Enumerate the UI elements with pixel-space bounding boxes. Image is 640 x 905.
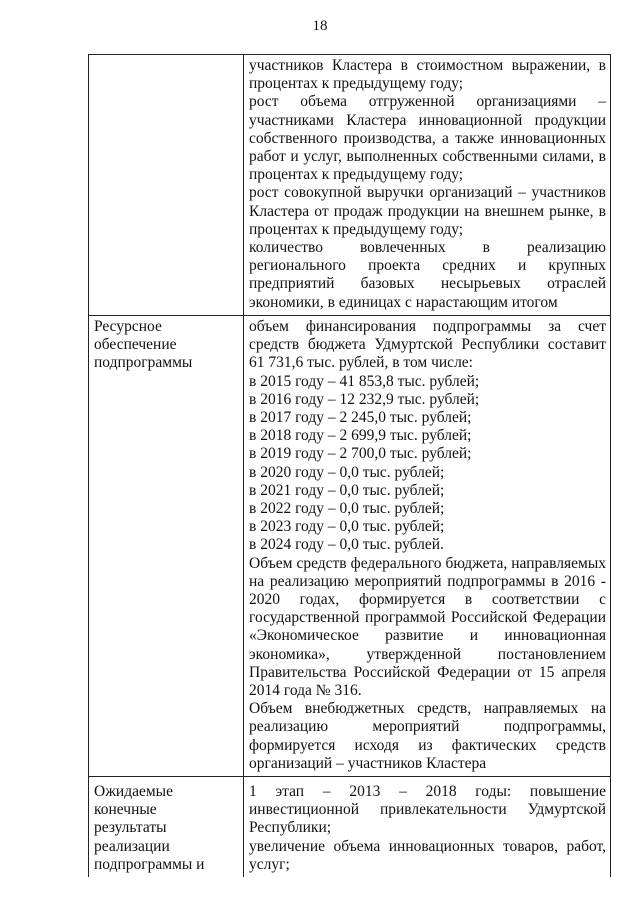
content-paragraph: Объем внебюджетных средств, направляемых на реализацию мероприятий подпрограммы, формируется исходя из фактических средств организаций – участников Кластера xyxy=(249,700,606,772)
row-label-line: обеспечение xyxy=(94,336,177,354)
content-paragraph: участников Кластера в стоимостном выражении, в процентах к предыдущему году; xyxy=(249,57,606,93)
table-row xyxy=(89,777,611,878)
content-paragraph: Объем средств федерального бюджета, направляемых на реализацию мероприятий подпрограммы в 2016 - 2020 годах, формируется в соответствии с государственной программой Российской Федерации «Экономическое развитие и инновационная экономика», утвержденной постановлением Правительства Российской Федерации от 15 апреля 2014 года № 316. xyxy=(249,554,606,700)
table-row xyxy=(89,316,611,777)
content-paragraph: рост объема отгруженной организациями – участниками Кластера инновационной продукции собственного производства, а также инновационных работ и услуг, выполненных собственными силами, в процентах к предыдущему году; xyxy=(249,93,606,184)
row-label-line: результаты xyxy=(94,819,167,837)
funding-year-line: в 2019 году – 2 700,0 тыс. рублей; xyxy=(249,445,472,463)
funding-year-line: в 2021 году – 0,0 тыс. рублей; xyxy=(249,481,445,499)
funding-year-line: в 2015 году – 41 853,8 тыс. рублей; xyxy=(249,372,480,390)
funding-year-line: в 2023 году – 0,0 тыс. рублей; xyxy=(249,518,445,536)
funding-year-line: в 2018 году – 2 699,9 тыс. рублей; xyxy=(249,427,472,445)
row-content-cell xyxy=(244,316,611,777)
funding-year-line: в 2024 году – 0,0 тыс. рублей. xyxy=(249,536,444,554)
content-paragraph: рост совокупной выручки организаций – участников Кластера от продаж продукции на внешнем рынке, в процентах к предыдущему году; xyxy=(249,184,606,238)
funding-year-line: в 2017 году – 2 245,0 тыс. рублей; xyxy=(249,409,472,427)
row-label-line: реализации xyxy=(94,837,170,855)
content-paragraph: увеличение объема инновационных товаров, работ, услуг; xyxy=(249,837,606,873)
row-content-cell xyxy=(244,55,611,316)
row-label-cell xyxy=(89,316,244,777)
passport-table xyxy=(88,54,611,877)
page-number: 18 xyxy=(312,18,328,34)
row-content-cell xyxy=(244,777,611,878)
row-label-line: подпрограммы и xyxy=(94,855,205,873)
row-label-line: подпрограммы xyxy=(94,354,193,372)
row-label-cell xyxy=(89,55,244,316)
row-label-line: Ресурсное xyxy=(94,318,162,335)
funding-year-line: в 2016 году – 12 232,9 тыс. рублей; xyxy=(249,390,480,408)
content-paragraph: количество вовлеченных в реализацию регионального проекта средних и крупных предприятий базовых несырьевых отраслей экономики, в единицах с нарастающим итогом xyxy=(249,239,606,311)
content-paragraph: объем финансирования подпрограммы за счет средств бюджета Удмуртской Республики составит 61 731,6 тыс. рублей, в том числе: xyxy=(249,318,606,372)
row-label-line: Ожидаемые конечные xyxy=(94,783,173,819)
funding-year-line: в 2020 году – 0,0 тыс. рублей; xyxy=(249,463,445,481)
table-row xyxy=(89,55,611,316)
funding-year-line: в 2022 году – 0,0 тыс. рублей; xyxy=(249,500,445,518)
row-label-cell xyxy=(89,777,244,878)
content-paragraph: 1 этап – 2013 – 2018 годы: повышение инвестиционной привлекательности Удмуртской Республики; xyxy=(249,783,606,837)
